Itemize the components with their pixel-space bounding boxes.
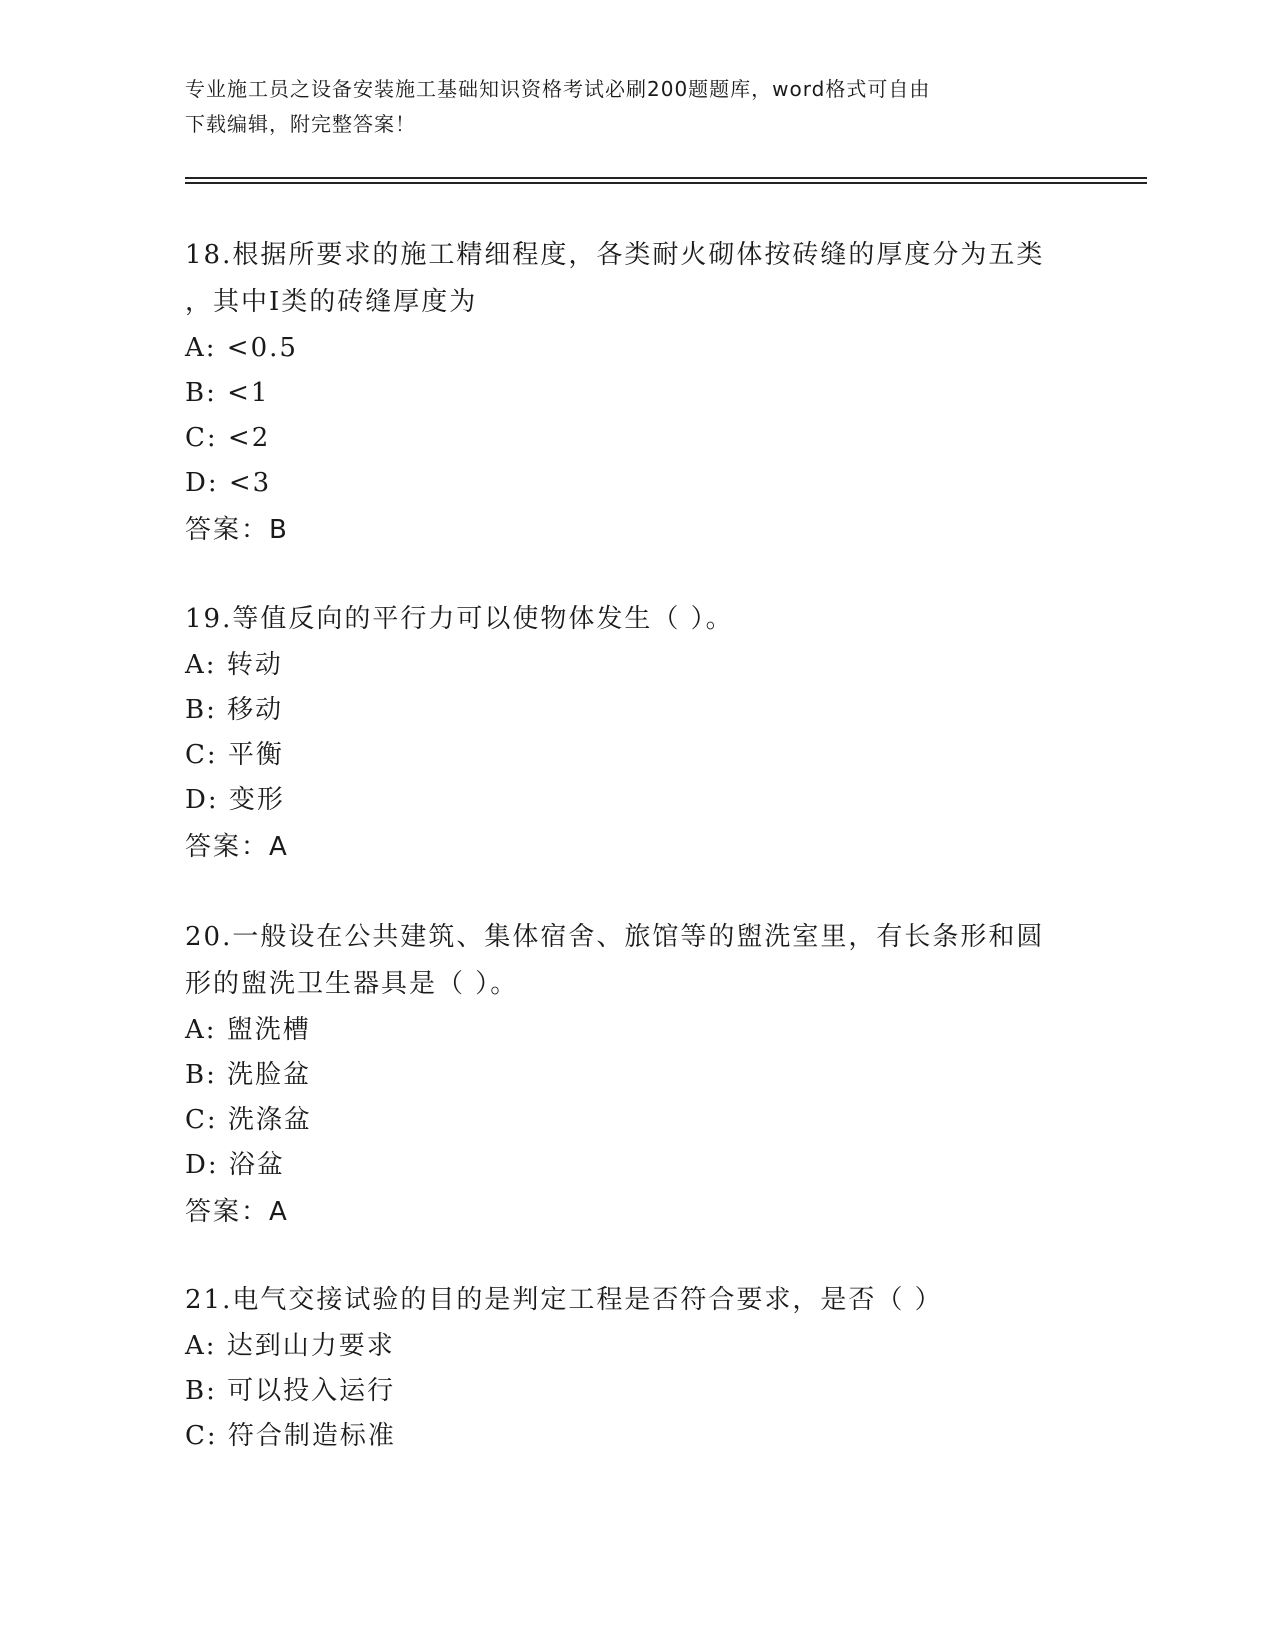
- answer-line: 答案：A: [185, 832, 289, 862]
- question-19: [185, 596, 1085, 871]
- header-line-1: 专业施工员之设备安装施工基础知识资格考试必刷200题题库，word格式可自由: [185, 77, 931, 101]
- answer-line: 答案：B: [185, 515, 289, 545]
- option-c: C: 洗涤盆: [185, 1105, 312, 1135]
- option-a: A: <0.5: [185, 333, 298, 363]
- option-a: A: 转动: [185, 650, 283, 680]
- question-stem-line: 20.一般设在公共建筑、集体宿舍、旅馆等的盥洗室里，有长条形和圆: [185, 922, 1045, 952]
- option-b: B: <1: [185, 378, 270, 408]
- option-a: A: 盥洗槽: [185, 1015, 311, 1045]
- header-divider-top: [185, 177, 1147, 179]
- header-divider-bottom: [185, 182, 1147, 184]
- document-header: [185, 72, 1085, 142]
- option-b: B: 洗脸盆: [185, 1060, 312, 1090]
- option-c: C: 平衡: [185, 740, 284, 770]
- question-stem-line: 18.根据所要求的施工精细程度，各类耐火砌体按砖缝的厚度分为五类: [185, 240, 1045, 270]
- question-stem-line: 形的盥洗卫生器具是（ ）。: [185, 969, 519, 999]
- question-18: [185, 232, 1085, 554]
- option-c: C: 符合制造标准: [185, 1421, 396, 1451]
- question-21: [185, 1277, 1085, 1459]
- answer-line: 答案：A: [185, 1197, 289, 1227]
- question-stem-line: 21.电气交接试验的目的是判定工程是否符合要求，是否（ ）: [185, 1285, 943, 1315]
- option-a: A: 达到山力要求: [185, 1331, 395, 1361]
- option-d: D: 变形: [185, 785, 285, 815]
- option-d: D: 浴盆: [185, 1150, 285, 1180]
- question-stem-line: 19.等值反向的平行力可以使物体发生（ ）。: [185, 604, 734, 634]
- question-stem-line: ，其中Ⅰ类的砖缝厚度为: [185, 287, 478, 317]
- option-d: D: <3: [185, 468, 272, 498]
- option-c: C: <2: [185, 423, 271, 453]
- option-b: B: 移动: [185, 695, 284, 725]
- option-b: B: 可以投入运行: [185, 1376, 396, 1406]
- question-20: [185, 914, 1085, 1236]
- header-line-2: 下载编辑，附完整答案！: [185, 112, 416, 136]
